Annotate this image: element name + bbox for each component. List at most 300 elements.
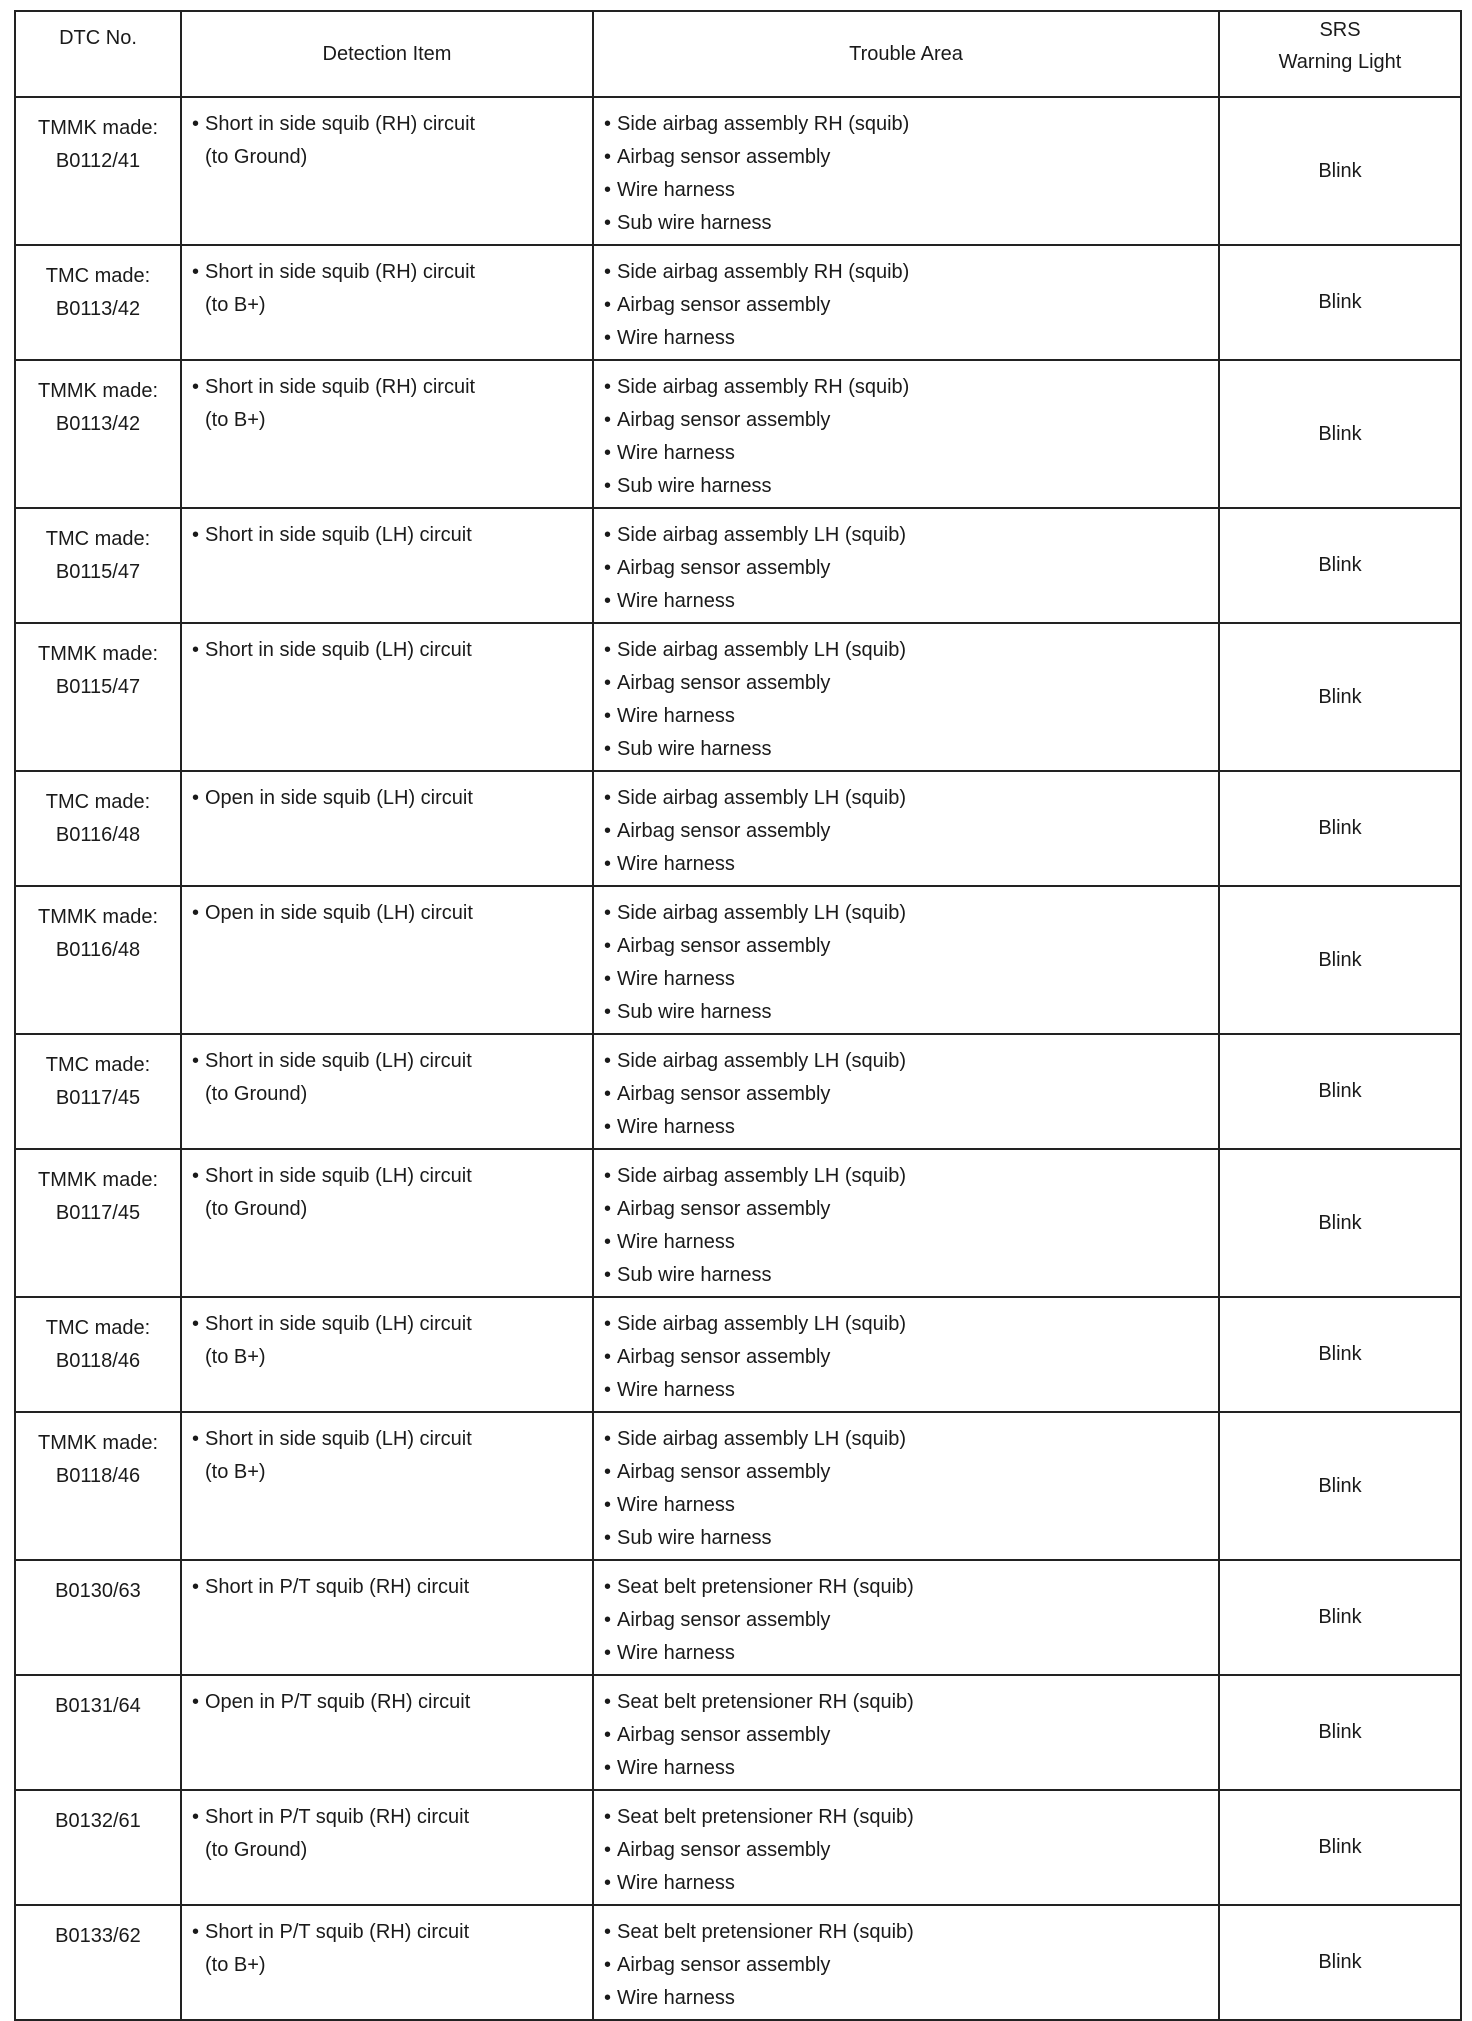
trouble-area-text: Sub wire harness [617,475,772,497]
detection-line [192,1571,586,1604]
bullet-icon: • [604,968,612,990]
dtc-cell [15,508,181,623]
dtc-line: B0130/63 [55,1580,141,1602]
detection-line [192,1045,586,1078]
trouble-area-item [604,1193,1212,1226]
trouble-area-item [604,815,1212,848]
trouble-area-item [604,1949,1212,1982]
detection-text: (to B+) [205,409,266,431]
detection-item-cell [181,1297,593,1412]
trouble-area-item [604,1456,1212,1489]
bullet-icon: • [604,639,612,661]
detection-line [192,1916,586,1949]
trouble-area-item [604,1571,1212,1604]
trouble-area-text: Wire harness [617,968,735,990]
dtc-line: B0117/45 [55,1087,141,1109]
trouble-area-item [604,1867,1212,1900]
bullet-icon: • [192,902,200,924]
detection-text: Short in side squib (LH) circuit [205,1050,472,1072]
trouble-area-item [604,1637,1212,1670]
bullet-icon: • [604,1461,612,1483]
detection-line [192,371,586,404]
detection-item-cell [181,1905,593,2020]
trouble-area-cell [593,1412,1219,1560]
trouble-area-text: Side airbag assembly LH (squib) [617,524,907,546]
dtc-table [14,10,1462,2021]
trouble-area-item [604,1489,1212,1522]
detection-line [192,1341,586,1374]
trouble-area-cell [593,245,1219,360]
trouble-area-cell [593,1034,1219,1149]
dtc-cell [15,1149,181,1297]
trouble-area-item [604,1916,1212,1949]
trouble-area-item [604,585,1212,618]
table-body [15,97,1461,2020]
trouble-area-item [604,996,1212,1029]
bullet-icon: • [604,1609,612,1631]
trouble-area-item [604,733,1212,766]
dtc-cell [15,1560,181,1675]
dtc-cell [15,886,181,1034]
trouble-area-text: Seat belt pretensioner RH (squib) [617,1806,914,1828]
srs-warning-light-cell: Blink [1219,97,1461,245]
trouble-area-text: Sub wire harness [617,1264,772,1286]
srs-warning-light-cell: Blink [1219,1790,1461,1905]
trouble-area-text: Airbag sensor assembly [617,820,831,842]
trouble-area-text: Sub wire harness [617,738,772,760]
trouble-area-cell [593,1560,1219,1675]
bullet-icon: • [192,1921,200,1943]
trouble-area-text: Wire harness [617,1494,735,1516]
detection-text: (to Ground) [205,1198,308,1220]
trouble-area-item [604,1341,1212,1374]
srs-warning-light-cell: Blink [1219,245,1461,360]
trouble-area-text: Wire harness [617,705,735,727]
dtc-cell [15,623,181,771]
trouble-area-text: Airbag sensor assembly [617,1609,831,1631]
trouble-area-text: Side airbag assembly LH (squib) [617,1313,907,1335]
detection-text: Short in side squib (LH) circuit [205,1313,472,1335]
detection-text: Short in side squib (LH) circuit [205,639,472,661]
trouble-area-item [604,256,1212,289]
trouble-area-text: Airbag sensor assembly [617,409,831,431]
table-row [15,245,1461,360]
bullet-icon: • [192,261,200,283]
dtc-line: B0115/47 [55,676,141,698]
trouble-area-item [604,1801,1212,1834]
dtc-line: TMC made: [45,1054,151,1076]
trouble-area-text: Wire harness [617,327,735,349]
bullet-icon: • [604,902,612,924]
bullet-icon: • [604,672,612,694]
trouble-area-item [604,1259,1212,1292]
bullet-icon: • [192,1806,200,1828]
trouble-area-item [604,519,1212,552]
trouble-area-cell [593,1790,1219,1905]
table-row [15,1560,1461,1675]
trouble-area-item [604,322,1212,355]
bullet-icon: • [604,212,612,234]
trouble-area-item [604,1834,1212,1867]
trouble-area-text: Airbag sensor assembly [617,1724,831,1746]
trouble-area-text: Airbag sensor assembly [617,672,831,694]
bullet-icon: • [604,820,612,842]
header-trouble-area: Trouble Area [593,11,1219,97]
trouble-area-text: Side airbag assembly LH (squib) [617,1428,907,1450]
detection-text: Short in side squib (RH) circuit [205,376,476,398]
detection-line [192,782,586,815]
trouble-area-text: Wire harness [617,1379,735,1401]
dtc-line: TMMK made: [37,380,159,402]
dtc-line: B0116/48 [55,939,141,961]
table-header [15,11,1461,97]
detection-line [192,404,586,437]
detection-item-cell [181,245,593,360]
detection-text: Short in side squib (LH) circuit [205,1428,472,1450]
trouble-area-item [604,371,1212,404]
srs-warning-light-cell: Blink [1219,1034,1461,1149]
trouble-area-text: Airbag sensor assembly [617,294,831,316]
detection-line [192,634,586,667]
dtc-line: B0133/62 [55,1925,141,1947]
trouble-area-item [604,207,1212,240]
trouble-area-text: Side airbag assembly LH (squib) [617,787,907,809]
table-row [15,623,1461,771]
table-row [15,360,1461,508]
dtc-line: TMC made: [45,1317,151,1339]
bullet-icon: • [604,1872,612,1894]
trouble-area-text: Wire harness [617,1642,735,1664]
trouble-area-item [604,552,1212,585]
detection-line [192,256,586,289]
detection-text: Short in P/T squib (RH) circuit [205,1921,470,1943]
trouble-area-text: Side airbag assembly LH (squib) [617,1165,907,1187]
table-row [15,1675,1461,1790]
trouble-area-item [604,782,1212,815]
bullet-icon: • [604,1198,612,1220]
bullet-icon: • [604,1264,612,1286]
trouble-area-text: Side airbag assembly LH (squib) [617,639,907,661]
detection-line [192,1949,586,1982]
trouble-area-item [604,470,1212,503]
trouble-area-text: Wire harness [617,590,735,612]
detection-line [192,289,586,322]
trouble-area-cell [593,1149,1219,1297]
detection-text: (to B+) [205,1346,266,1368]
srs-warning-light-cell: Blink [1219,508,1461,623]
detection-item-cell [181,886,593,1034]
trouble-area-item [604,289,1212,322]
trouble-area-text: Seat belt pretensioner RH (squib) [617,1691,914,1713]
dtc-line: TMC made: [45,528,151,550]
trouble-area-item [604,897,1212,930]
dtc-line: TMMK made: [37,117,159,139]
dtc-cell [15,1790,181,1905]
table-row [15,1034,1461,1149]
detection-line [192,1308,586,1341]
bullet-icon: • [192,1313,200,1335]
trouble-area-item [604,1308,1212,1341]
bullet-icon: • [604,1757,612,1779]
detection-line [192,1686,586,1719]
detection-text: Short in side squib (RH) circuit [205,261,476,283]
trouble-area-item [604,1078,1212,1111]
bullet-icon: • [604,705,612,727]
bullet-icon: • [604,475,612,497]
bullet-icon: • [192,113,200,135]
detection-text: Short in side squib (LH) circuit [205,1165,472,1187]
trouble-area-text: Airbag sensor assembly [617,1839,831,1861]
bullet-icon: • [604,1165,612,1187]
detection-text: Short in side squib (RH) circuit [205,113,476,135]
bullet-icon: • [604,1576,612,1598]
bullet-icon: • [604,1642,612,1664]
trouble-area-text: Side airbag assembly LH (squib) [617,1050,907,1072]
srs-warning-light-cell: Blink [1219,1560,1461,1675]
detection-item-cell [181,360,593,508]
detection-text: Short in P/T squib (RH) circuit [205,1576,470,1598]
dtc-line: TMC made: [45,791,151,813]
srs-warning-light-cell: Blink [1219,771,1461,886]
bullet-icon: • [604,1839,612,1861]
detection-item-cell [181,1560,593,1675]
bullet-icon: • [604,327,612,349]
trouble-area-text: Wire harness [617,853,735,875]
dtc-cell [15,1412,181,1560]
trouble-area-item [604,141,1212,174]
detection-text: (to B+) [205,1954,266,1976]
dtc-line: B0113/42 [55,298,141,320]
detection-text: Open in side squib (LH) circuit [205,787,473,809]
detection-line [192,1456,586,1489]
trouble-area-cell [593,360,1219,508]
dtc-cell [15,1297,181,1412]
bullet-icon: • [604,1346,612,1368]
bullet-icon: • [192,376,200,398]
trouble-area-text: Airbag sensor assembly [617,935,831,957]
table-row [15,771,1461,886]
trouble-area-text: Wire harness [617,1757,735,1779]
trouble-area-text: Airbag sensor assembly [617,557,831,579]
detection-item-cell [181,1412,593,1560]
dtc-line: B0118/46 [55,1465,141,1487]
dtc-line: B0115/47 [55,561,141,583]
bullet-icon: • [604,1527,612,1549]
bullet-icon: • [604,409,612,431]
trouble-area-text: Side airbag assembly RH (squib) [617,261,910,283]
header-srs-line2: Warning Light [1278,51,1402,73]
trouble-area-text: Wire harness [617,1872,735,1894]
detection-item-cell [181,1149,593,1297]
detection-text: (to Ground) [205,146,308,168]
detection-item-cell [181,1034,593,1149]
trouble-area-item [604,700,1212,733]
srs-warning-light-cell: Blink [1219,1905,1461,2020]
bullet-icon: • [192,1576,200,1598]
detection-line [192,1160,586,1193]
table-row [15,1149,1461,1297]
table-row [15,1790,1461,1905]
detection-text: (to B+) [205,1461,266,1483]
detection-text: (to Ground) [205,1839,308,1861]
header-srs-warning-light [1219,11,1461,97]
dtc-cell [15,360,181,508]
trouble-area-cell [593,623,1219,771]
bullet-icon: • [192,524,200,546]
trouble-area-cell [593,1905,1219,2020]
bullet-icon: • [604,524,612,546]
dtc-cell [15,771,181,886]
dtc-line: B0112/41 [55,150,141,172]
table-row [15,1905,1461,2020]
bullet-icon: • [604,1313,612,1335]
trouble-area-text: Airbag sensor assembly [617,1346,831,1368]
bullet-icon: • [604,787,612,809]
trouble-area-item [604,1111,1212,1144]
trouble-area-text: Sub wire harness [617,1001,772,1023]
bullet-icon: • [604,1428,612,1450]
bullet-icon: • [604,376,612,398]
trouble-area-text: Wire harness [617,1116,735,1138]
trouble-area-cell [593,1675,1219,1790]
trouble-area-text: Airbag sensor assembly [617,1954,831,1976]
detection-text: Short in side squib (LH) circuit [205,524,472,546]
table-row [15,1412,1461,1560]
trouble-area-cell [593,771,1219,886]
dtc-line: B0131/64 [55,1695,141,1717]
trouble-area-item [604,1686,1212,1719]
dtc-cell [15,97,181,245]
srs-warning-light-cell: Blink [1219,360,1461,508]
detection-line [192,519,586,552]
trouble-area-text: Sub wire harness [617,212,772,234]
trouble-area-cell [593,97,1219,245]
trouble-area-text: Sub wire harness [617,1527,772,1549]
bullet-icon: • [604,1116,612,1138]
bullet-icon: • [192,1428,200,1450]
trouble-area-text: Wire harness [617,1987,735,2009]
bullet-icon: • [192,1050,200,1072]
detection-line [192,1834,586,1867]
bullet-icon: • [604,935,612,957]
header-srs-line1: SRS [1319,19,1361,41]
trouble-area-item [604,963,1212,996]
bullet-icon: • [604,261,612,283]
dtc-line: TMMK made: [37,1432,159,1454]
detection-item-cell [181,1790,593,1905]
bullet-icon: • [604,1379,612,1401]
detection-line [192,1078,586,1111]
trouble-area-item [604,108,1212,141]
table-row [15,97,1461,245]
trouble-area-text: Airbag sensor assembly [617,146,831,168]
bullet-icon: • [604,1691,612,1713]
bullet-icon: • [604,738,612,760]
trouble-area-text: Wire harness [617,1231,735,1253]
trouble-area-text: Wire harness [617,179,735,201]
trouble-area-text: Wire harness [617,442,735,464]
detection-line [192,1423,586,1456]
bullet-icon: • [604,146,612,168]
detection-line [192,108,586,141]
detection-line [192,897,586,930]
table-row [15,886,1461,1034]
trouble-area-item [604,1604,1212,1637]
trouble-area-item [604,1045,1212,1078]
detection-item-cell [181,771,593,886]
bullet-icon: • [604,1806,612,1828]
trouble-area-item [604,930,1212,963]
bullet-icon: • [604,294,612,316]
detection-line [192,141,586,174]
bullet-icon: • [604,1724,612,1746]
srs-warning-light-cell: Blink [1219,886,1461,1034]
detection-text: (to B+) [205,294,266,316]
bullet-icon: • [604,590,612,612]
trouble-area-item [604,1522,1212,1555]
bullet-icon: • [604,1083,612,1105]
dtc-line: TMMK made: [37,643,159,665]
trouble-area-item [604,848,1212,881]
bullet-icon: • [192,639,200,661]
bullet-icon: • [604,1987,612,2009]
trouble-area-item [604,1226,1212,1259]
trouble-area-item [604,667,1212,700]
bullet-icon: • [604,179,612,201]
trouble-area-item [604,1160,1212,1193]
header-row [15,11,1461,97]
dtc-line: TMC made: [45,265,151,287]
srs-warning-light-cell: Blink [1219,1149,1461,1297]
trouble-area-cell [593,508,1219,623]
srs-warning-light-cell: Blink [1219,1297,1461,1412]
detection-item-cell [181,508,593,623]
table-row [15,508,1461,623]
bullet-icon: • [604,1494,612,1516]
trouble-area-item [604,404,1212,437]
trouble-area-text: Seat belt pretensioner RH (squib) [617,1576,914,1598]
dtc-cell [15,1034,181,1149]
trouble-area-text: Airbag sensor assembly [617,1461,831,1483]
trouble-area-text: Seat belt pretensioner RH (squib) [617,1921,914,1943]
detection-line [192,1193,586,1226]
trouble-area-text: Airbag sensor assembly [617,1198,831,1220]
dtc-cell [15,245,181,360]
trouble-area-cell [593,886,1219,1034]
dtc-line: B0118/46 [55,1350,141,1372]
bullet-icon: • [604,442,612,464]
dtc-line: B0116/48 [55,824,141,846]
bullet-icon: • [192,1165,200,1187]
trouble-area-item [604,174,1212,207]
detection-text: Short in P/T squib (RH) circuit [205,1806,470,1828]
dtc-line: TMMK made: [37,906,159,928]
table-row [15,1297,1461,1412]
dtc-line: B0117/45 [55,1202,141,1224]
header-dtc-no: DTC No. [15,11,181,97]
detection-line [192,1801,586,1834]
detection-item-cell [181,623,593,771]
trouble-area-item [604,1423,1212,1456]
detection-text: Open in side squib (LH) circuit [205,902,473,924]
trouble-area-item [604,437,1212,470]
bullet-icon: • [604,1921,612,1943]
trouble-area-text: Side airbag assembly LH (squib) [617,902,907,924]
header-detection-item: Detection Item [181,11,593,97]
dtc-line: TMMK made: [37,1169,159,1191]
trouble-area-item [604,634,1212,667]
srs-warning-light-cell: Blink [1219,623,1461,771]
